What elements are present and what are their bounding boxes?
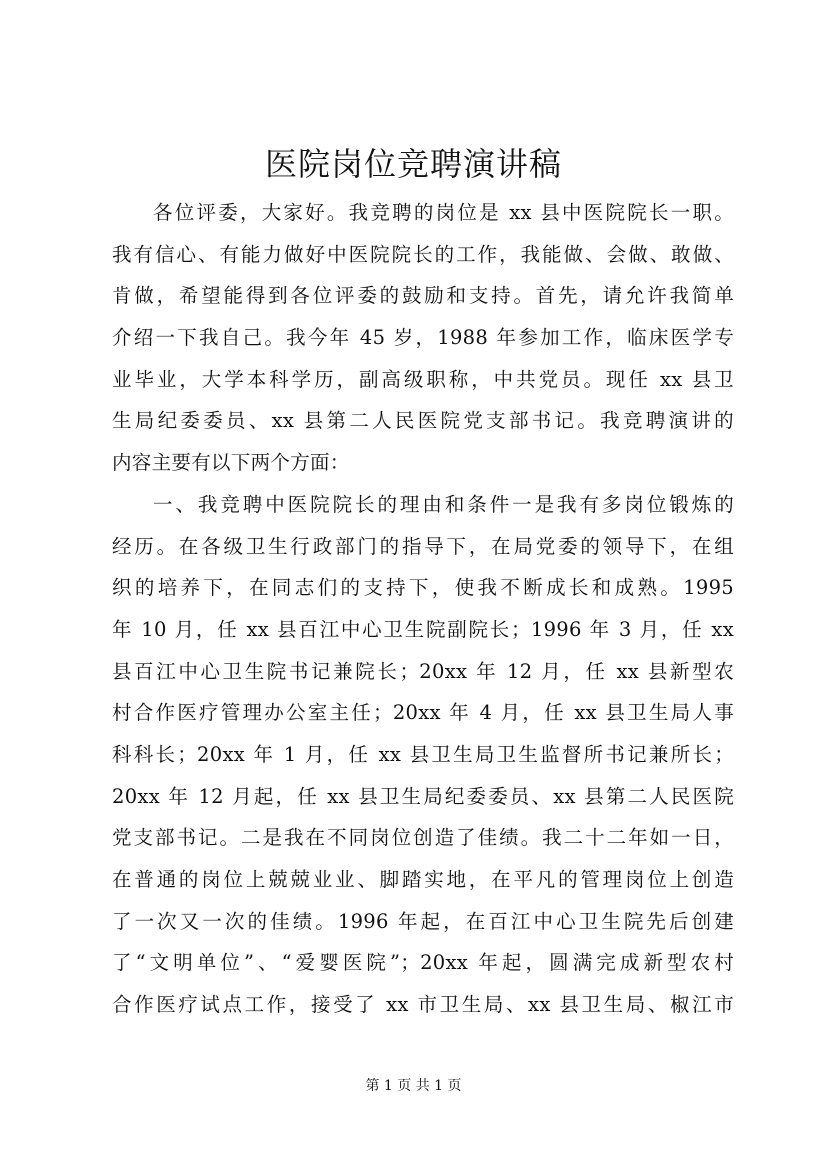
page-footer: 第 1 页 共 1 页 bbox=[365, 1078, 462, 1094]
body-line: 内容主要有以下两个方面： bbox=[112, 451, 350, 475]
body-line: 各位评委，大家好。我竞聘的岗位是 xx 县中医院院长一职。 bbox=[153, 201, 734, 224]
body-line: 合作医疗试点工作，接受了 xx 市卫生局、xx 县卫生局、椒江市 bbox=[112, 993, 734, 1017]
body-line: 党支部书记。二是我在不同岗位创造了佳绩。我二十二年如一日， bbox=[112, 826, 734, 850]
body-line: 科科长；20xx 年 1 月，任 xx 县卫生局卫生监督所书记兼所长； bbox=[112, 742, 734, 766]
body-line: 我有信心、有能力做好中医院院长的工作，我能做、会做、敢做、 bbox=[112, 242, 734, 266]
body-line: 了一次又一次的佳绩。1996 年起，在百江中心卫生院先后创建 bbox=[112, 909, 734, 933]
document-body bbox=[112, 192, 734, 1026]
body-line: 年 10 月，任 xx 县百江中心卫生院副院长；1996 年 3 月，任 xx bbox=[112, 617, 734, 641]
body-line: 业毕业，大学本科学历，副高级职称，中共党员。现任 xx 县卫 bbox=[112, 367, 734, 391]
body-line: 20xx 年 12 月起，任 xx 县卫生局纪委委员、xx 县第二人民医院 bbox=[112, 784, 734, 808]
body-line: 在普通的岗位上兢兢业业、脚踏实地，在平凡的管理岗位上创造 bbox=[112, 868, 734, 891]
body-line: 经历。在各级卫生行政部门的指导下，在局党委的领导下，在组 bbox=[112, 534, 734, 558]
body-line: 介绍一下我自己。我今年 45 岁，1988 年参加工作，临床医学专 bbox=[112, 326, 734, 350]
body-line: 肯做，希望能得到各位评委的鼓励和支持。首先，请允许我简单 bbox=[112, 284, 734, 308]
body-line: 生局纪委委员、xx 县第二人民医院党支部书记。我竞聘演讲的 bbox=[112, 409, 734, 433]
body-line: 了“文明单位”、“爱婴医院”；20xx 年起，圆满完成新型农村 bbox=[112, 951, 734, 975]
body-line: 县百江中心卫生院书记兼院长；20xx 年 12 月，任 xx 县新型农 bbox=[112, 659, 734, 683]
document-title: 医院岗位竞聘演讲稿 bbox=[264, 145, 562, 183]
body-line: 村合作医疗管理办公室主任；20xx 年 4 月，任 xx 县卫生局人事 bbox=[112, 701, 734, 725]
body-line: 织的培养下，在同志们的支持下，使我不断成长和成熟。1995 bbox=[112, 576, 734, 600]
body-line: 一、我竞聘中医院院长的理由和条件一是我有多岗位锻炼的 bbox=[153, 492, 734, 516]
